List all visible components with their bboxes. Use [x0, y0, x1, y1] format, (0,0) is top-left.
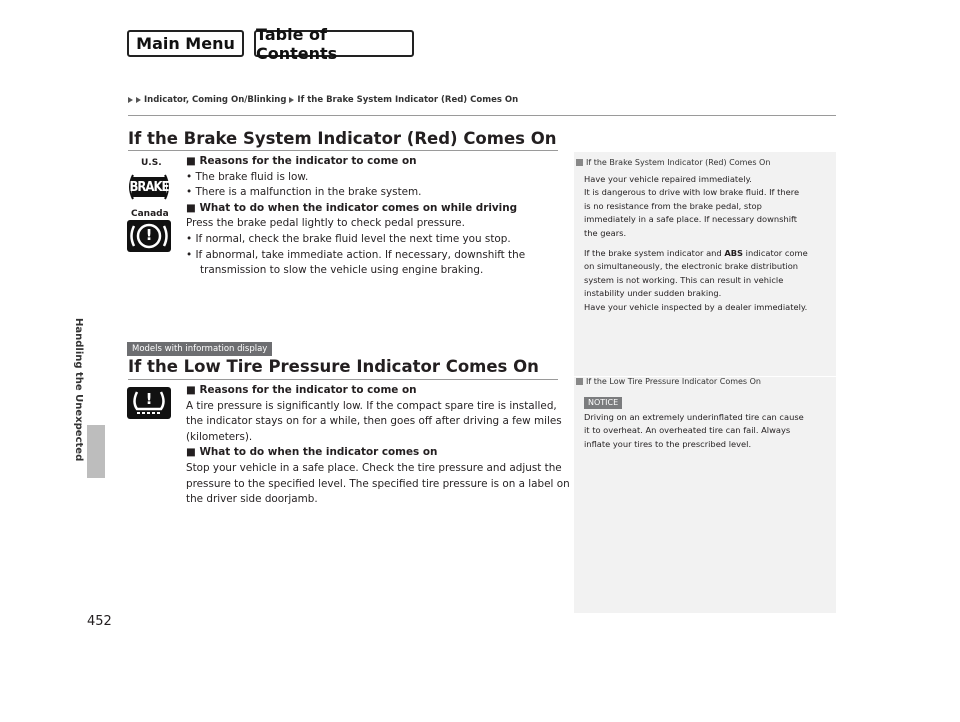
label-us: U.S. — [141, 158, 162, 168]
tire-icon-mark: ! — [145, 390, 153, 408]
main-menu-button[interactable]: Main Menu — [127, 30, 244, 57]
breadcrumb-arrow-icon — [289, 97, 294, 103]
tire-reasons-heading: ■ Reasons for the indicator to come on — [186, 384, 417, 396]
abs-label: ABS — [724, 248, 744, 259]
brake-reasons-heading: ■ Reasons for the indicator to come on — [186, 155, 417, 167]
brake-todo-heading: ■ What to do when the indicator comes on while driving — [186, 201, 518, 214]
bullet-icon: • — [186, 248, 196, 261]
square-bullet-icon: ■ — [186, 155, 200, 167]
canada-icon-mark: ! — [145, 226, 153, 244]
models-badge: Models with information display — [127, 342, 272, 356]
tire-section-title: If the Low Tire Pressure Indicator Comes On — [128, 357, 539, 376]
notice-badge: NOTICE — [584, 397, 622, 409]
brake-indicator-icon — [127, 172, 171, 202]
table-of-contents-button[interactable]: Table of Contents — [254, 30, 414, 57]
tire-title-underline — [128, 379, 558, 380]
brake-note-text: Have your vehicle repaired immediately. It is dangerous to drive with low brake fluid. If there is no resistance from the brake pedal, stop immediately in a safe place. If necessary downshift the gears. If the brake system indicator and ABS indicator come on simultaneously, the electronic brake distribution system is not working. This can result in vehicle instability under sudden braking. Have your vehicle inspected by a dealer immediately. — [584, 174, 808, 312]
bullet-icon: • — [186, 170, 196, 183]
bullet-icon: • — [186, 186, 196, 199]
note-marker-icon — [576, 159, 583, 166]
breadcrumb-link-indicator[interactable]: Indicator, Coming On/Blinking — [144, 95, 287, 105]
list-item: • There is a malfunction in the brake system. — [186, 186, 422, 199]
side-tab-label: Handling the Unexpected — [73, 318, 84, 462]
tire-note-text: Driving on an extremely underinflated tire can cause it to overheat. An overheated tire can fail. Always inflate your tires to the prescribed level. — [584, 412, 804, 449]
label-canada: Canada — [131, 209, 169, 219]
square-bullet-icon: ■ — [186, 201, 200, 214]
brake-section-title: If the Brake System Indicator (Red) Comes On — [128, 129, 557, 148]
tire-todo-heading: ■ What to do when the indicator comes on — [186, 446, 438, 459]
tire-todo-line: the driver side doorjamb. — [186, 493, 318, 506]
tire-note-title: If the Low Tire Pressure Indicator Comes On — [576, 377, 761, 386]
brake-note-title: If the Brake System Indicator (Red) Comes On — [576, 158, 770, 167]
tire-reasons-line: A tire pressure is significantly low. If the compact spare tire is installed, — [186, 399, 557, 412]
brake-todo-intro: Press the brake pedal lightly to check pedal pressure. — [186, 217, 465, 230]
tire-reasons-line: the indicator stays on for a while, then goes off after driving a few miles — [186, 415, 562, 428]
breadcrumb-current: If the Brake System Indicator (Red) Comes On — [297, 95, 519, 105]
square-bullet-icon: ■ — [186, 446, 200, 459]
list-item: • If normal, check the brake fluid level the next time you stop. — [186, 232, 511, 245]
bullet-icon: • — [186, 232, 196, 245]
square-bullet-icon: ■ — [186, 384, 200, 396]
brake-warning-canada-icon — [127, 220, 171, 252]
tire-todo-line: pressure to the specified level. The specified tire pressure is on a label on — [186, 477, 570, 490]
page-number: 452 — [87, 614, 112, 629]
brake-body — [186, 154, 566, 279]
tire-body — [186, 383, 570, 508]
note-marker-icon — [576, 378, 583, 385]
brake-title-underline — [128, 150, 558, 151]
list-item: • If abnormal, take immediate action. If necessary, downshift the — [186, 248, 526, 261]
tire-todo-line: Stop your vehicle in a safe place. Check the tire pressure and adjust the — [186, 461, 562, 474]
list-item-continued: transmission to slow the vehicle using engine braking. — [200, 264, 484, 277]
breadcrumb — [128, 95, 518, 105]
breadcrumb-arrow-icon — [128, 97, 133, 103]
tire-reasons-line: (kilometers). — [186, 430, 253, 443]
list-item: • The brake fluid is low. — [186, 170, 309, 183]
tire-pressure-icon — [127, 387, 171, 419]
breadcrumb-arrow-icon — [136, 97, 141, 103]
side-tab-block — [87, 425, 105, 478]
brake-icon-text: BRAKE — [132, 177, 166, 197]
header-divider — [128, 115, 836, 116]
